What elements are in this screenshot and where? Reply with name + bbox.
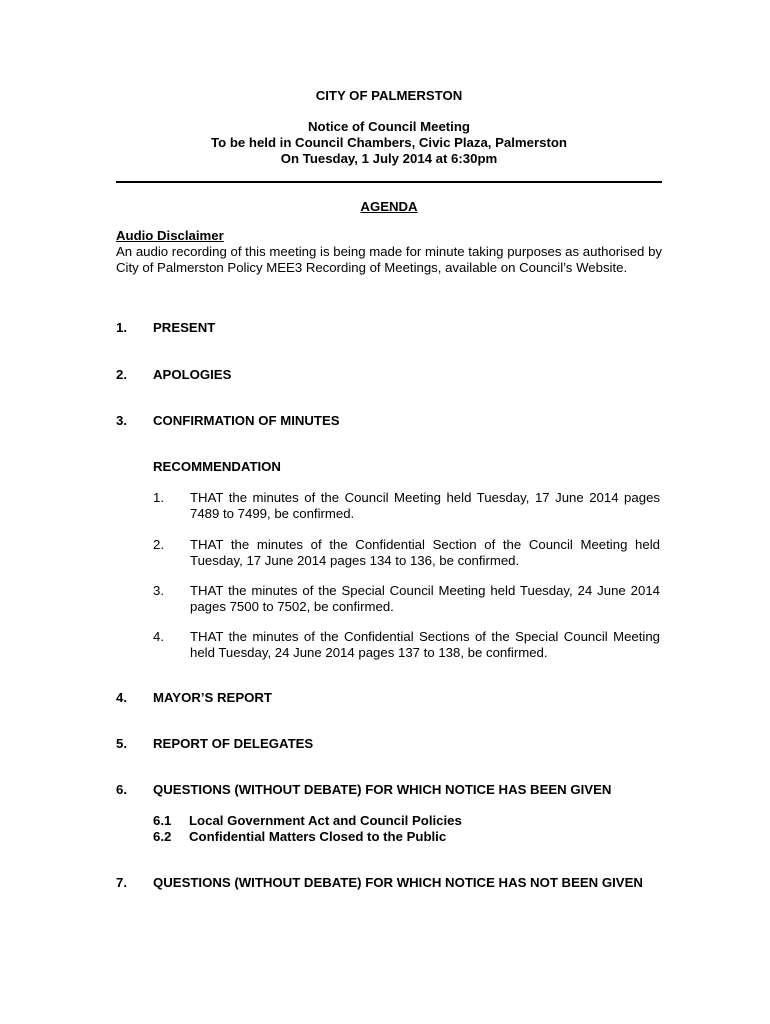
item-number: 1. <box>116 320 127 335</box>
item-title: REPORT OF DELEGATES <box>153 736 314 751</box>
disclaimer-body: An audio recording of this meeting is being made for minute taking purposes as authorised by City of Palmerston Policy MEE3 Recording of Meetings, available on Council’s Website. <box>116 244 662 275</box>
agenda-item-questions-notice-given <box>116 782 662 798</box>
sub-item-title: Local Government Act and Council Policies <box>189 813 462 828</box>
agenda-title: AGENDA <box>360 199 418 214</box>
audio-disclaimer <box>116 228 662 276</box>
recommendation-point <box>153 537 660 569</box>
recommendation-number: 1. <box>153 490 164 505</box>
header-divider <box>116 181 662 183</box>
agenda-item-mayors-report <box>116 690 662 706</box>
meeting-date: On Tuesday, 1 July 2014 at 6:30pm <box>280 151 498 166</box>
meeting-notice: Notice of Council Meeting <box>308 119 470 134</box>
sub-item-title: Confidential Matters Closed to the Public <box>189 829 447 844</box>
organisation-name: CITY OF PALMERSTON <box>315 88 463 103</box>
item-title: PRESENT <box>153 320 216 335</box>
item-number: 7. <box>116 875 127 890</box>
recommendation-point <box>153 583 660 615</box>
recommendation-number: 2. <box>153 537 164 552</box>
item-number: 5. <box>116 736 127 751</box>
recommendation-text: THAT the minutes of the Council Meeting held Tuesday, 17 June 2014 pages 7489 to 7499, be confirmed. <box>190 490 660 521</box>
item-number: 6. <box>116 782 127 797</box>
item-title: QUESTIONS (WITHOUT DEBATE) FOR WHICH NOTICE HAS BEEN GIVEN <box>153 782 612 797</box>
item-title: QUESTIONS (WITHOUT DEBATE) FOR WHICH NOTICE HAS NOT BEEN GIVEN <box>153 875 643 890</box>
item-number: 4. <box>116 690 127 705</box>
recommendation-point <box>153 490 660 522</box>
recommendation-number: 3. <box>153 583 164 598</box>
agenda-item-apologies <box>116 367 662 383</box>
meeting-location: To be held in Council Chambers, Civic Plaza, Palmerston <box>211 135 567 150</box>
disclaimer-heading: Audio Disclaimer <box>116 228 224 243</box>
item-title: MAYOR’S REPORT <box>153 690 272 705</box>
recommendation-number: 4. <box>153 629 164 644</box>
recommendation-heading: RECOMMENDATION <box>153 459 281 474</box>
item-number: 3. <box>116 413 127 428</box>
recommendation-point <box>153 629 660 661</box>
item-title: CONFIRMATION OF MINUTES <box>153 413 340 428</box>
recommendation-text: THAT the minutes of the Confidential Section of the Council Meeting held Tuesday, 17 June 2014 pages 134 to 136, be confirmed. <box>190 537 660 568</box>
sub-item <box>153 813 462 829</box>
item-number: 2. <box>116 367 127 382</box>
agenda-item-present <box>116 320 662 336</box>
recommendation-text: THAT the minutes of the Special Council Meeting held Tuesday, 24 June 2014 pages 7500 to 7502, be confirmed. <box>190 583 660 614</box>
sub-item <box>153 829 446 845</box>
agenda-item-report-of-delegates <box>116 736 662 752</box>
agenda-item-questions-notice-not-given <box>116 875 662 891</box>
sub-item-number: 6.1 <box>153 813 172 828</box>
document-header <box>116 88 662 167</box>
item-title: APOLOGIES <box>153 367 232 382</box>
recommendation-text: THAT the minutes of the Confidential Sections of the Special Council Meeting held Tuesday, 24 June 2014 pages 137 to 138, be confirmed. <box>190 629 660 660</box>
agenda-item-confirmation-of-minutes <box>116 413 662 429</box>
sub-item-number: 6.2 <box>153 829 172 844</box>
